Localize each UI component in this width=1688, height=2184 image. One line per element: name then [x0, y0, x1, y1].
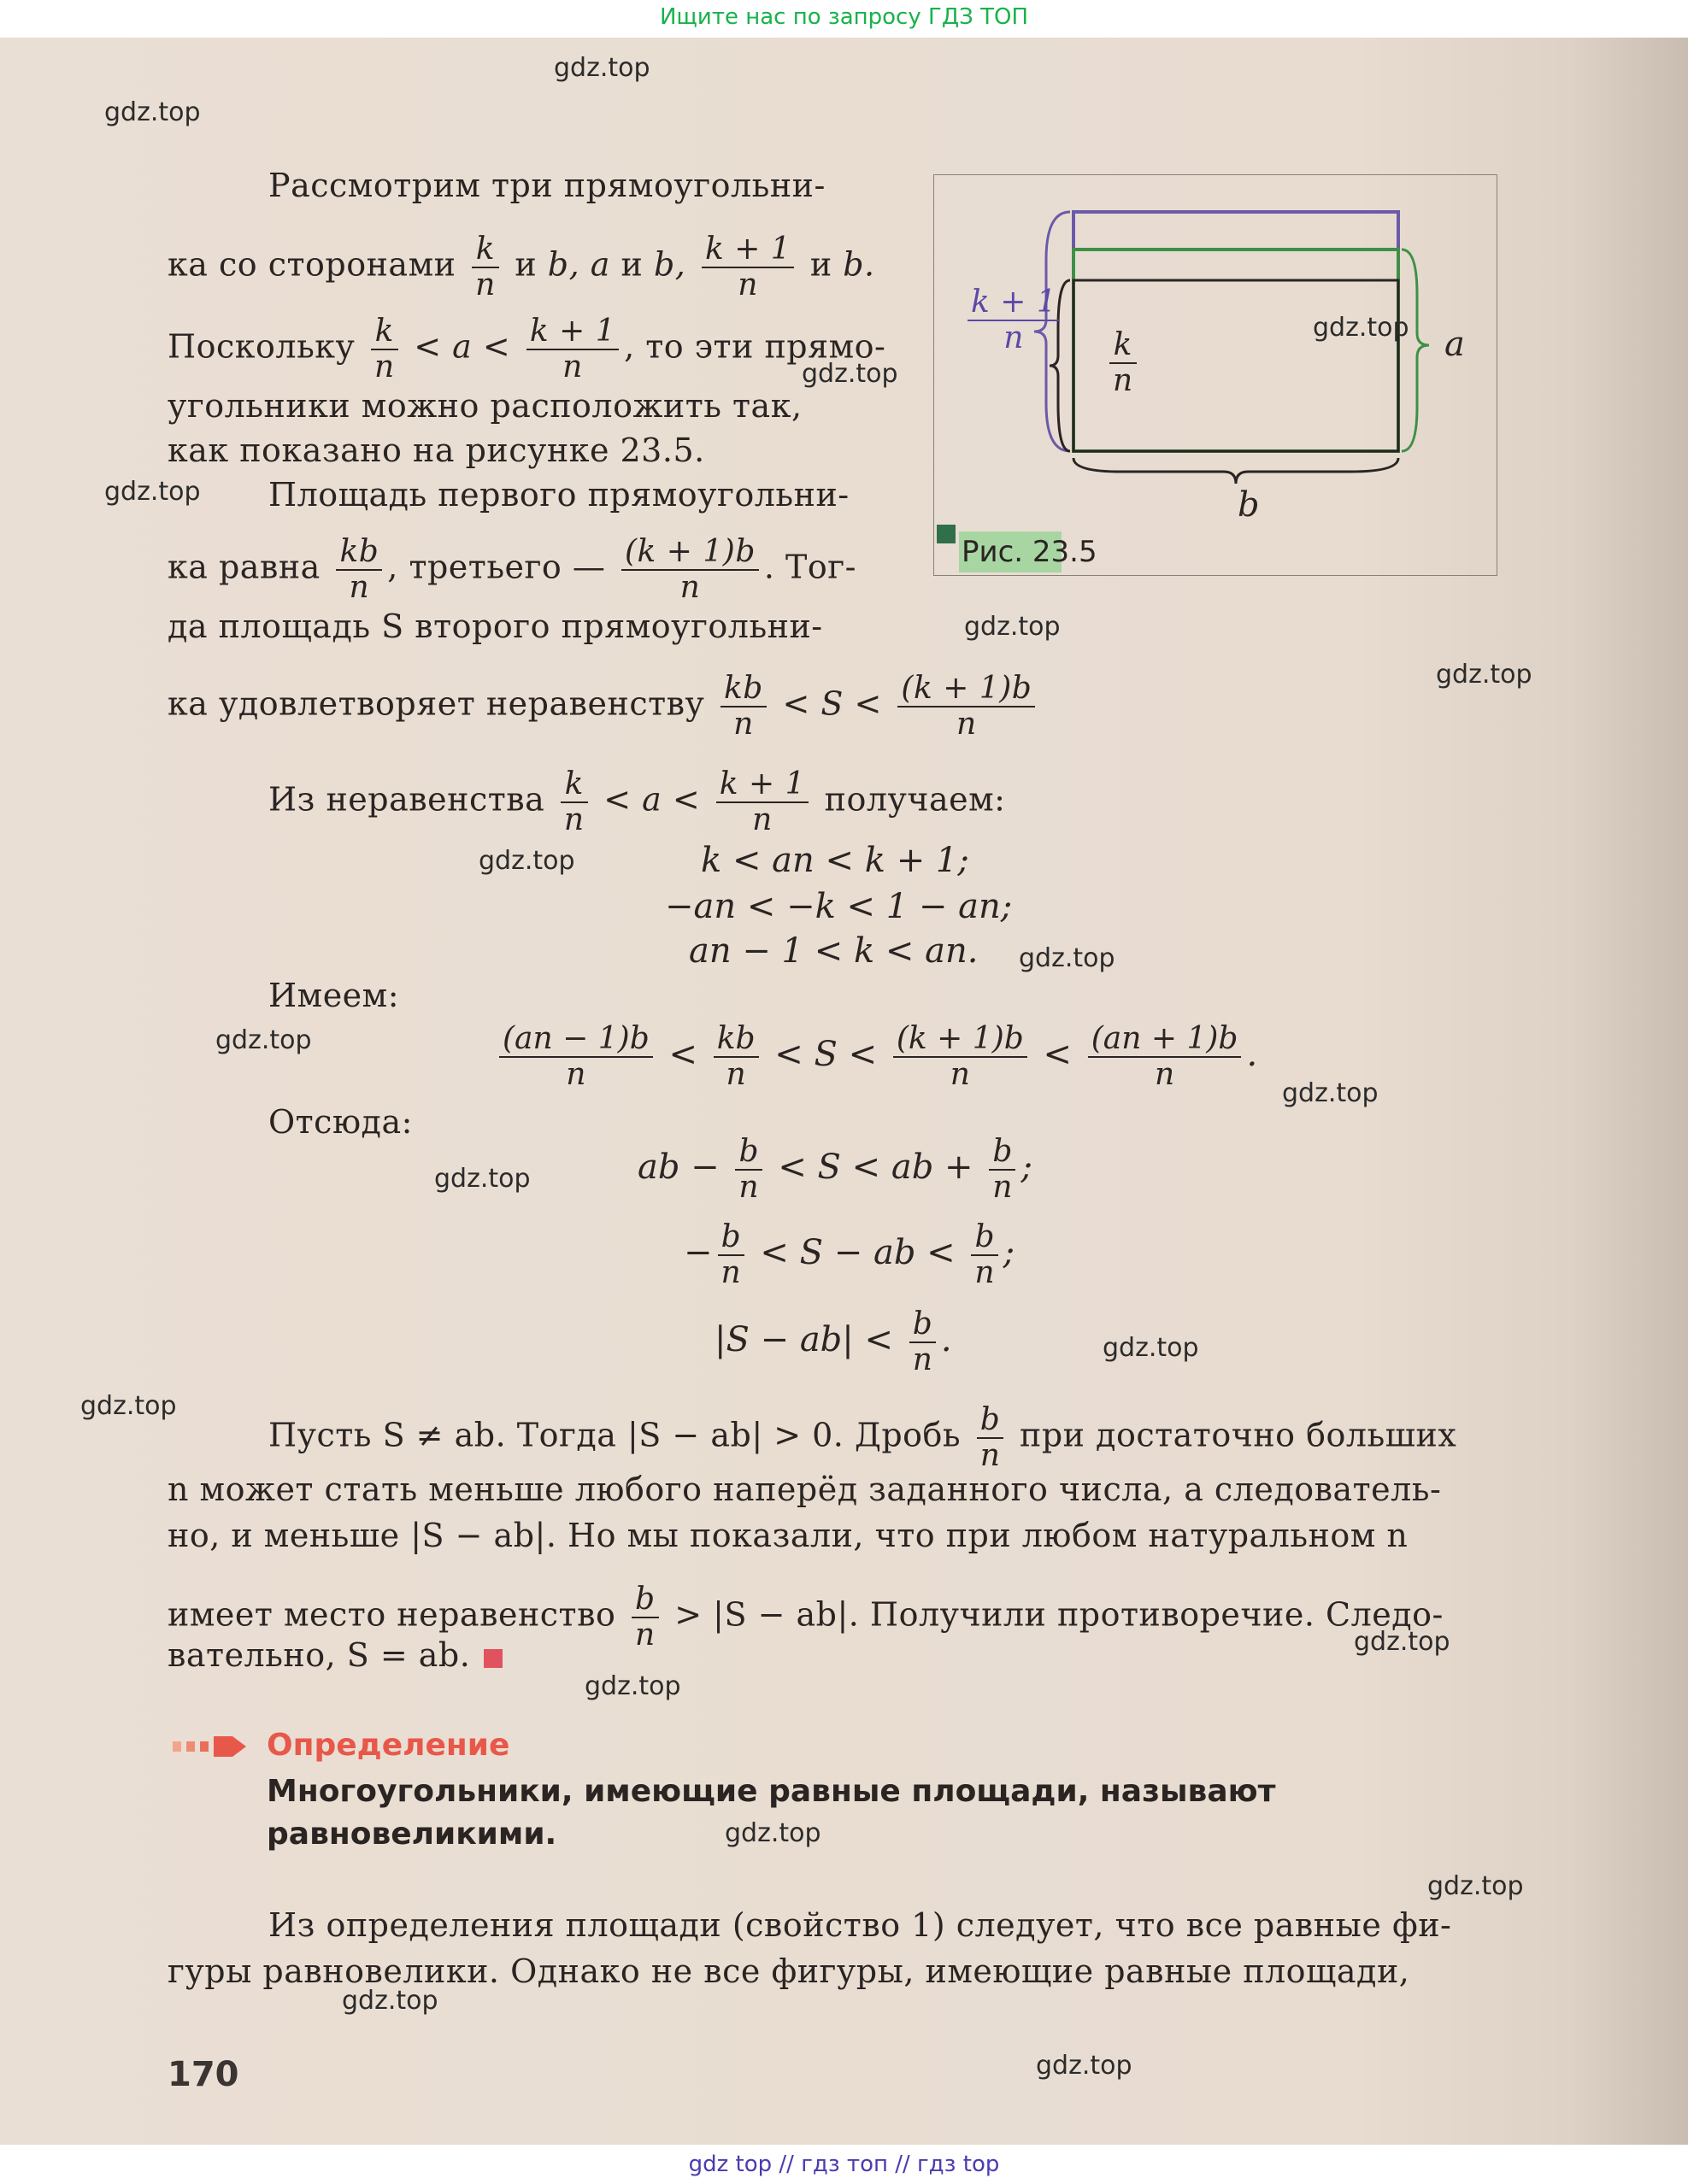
watermark: gdz.top — [215, 1025, 312, 1055]
caption-marker — [937, 525, 956, 543]
eq-line1: k < an < k + 1; — [701, 841, 969, 880]
p3-line1: Из неравенства $\frac{k}{n}$ < a < $\frac{k + 1}{n}$ получаем: — [268, 766, 1006, 837]
watermark: gdz.top — [80, 1391, 177, 1421]
watermark: gdz.top — [479, 846, 575, 876]
fig-label-k: $\frac{k}{n}$ — [1104, 328, 1142, 398]
p1-line3: Поскольку $\frac{k}{n}$ < a < $\frac{k + 1}{n}$ , то эти прямо- — [168, 314, 886, 385]
watermark: gdz.top — [104, 97, 201, 127]
watermark: gdz.top — [1436, 660, 1532, 690]
top-banner — [0, 0, 1688, 38]
watermark: gdz.top — [1313, 313, 1409, 343]
watermark: gdz.top — [342, 1986, 438, 2016]
eq-main-chain: $\frac{(an - 1)b}{n}$ < $\frac{kb}{n}$ < S < $\frac{(k + 1)b}{n}$ < $\frac{(an + 1)b}{n}$ . — [494, 1022, 1257, 1092]
figure-frame — [933, 174, 1497, 576]
p6-line2: n может стать меньше любого наперёд заданного числа, а следователь- — [168, 1471, 1442, 1508]
definition-text: Многоугольники, имеющие равные площади, называют равновеликими. — [267, 1774, 1276, 1852]
eq-line2: −an < −k < 1 − an; — [665, 887, 1013, 926]
watermark: gdz.top — [964, 612, 1061, 642]
eq-line3: an − 1 < k < an. — [689, 931, 979, 971]
fig-label-k1: $\frac{k + 1}{n}$ — [962, 285, 1065, 355]
watermark: gdz.top — [1427, 1871, 1524, 1901]
p2-line4: ка удовлетворяет неравенству $\frac{kb}{n}$ < S < $\frac{(k + 1)b}{n}$ — [168, 672, 1040, 742]
figure-caption-box — [959, 531, 1097, 572]
bottom-banner-text: gdz top // гдз топ // гдз top — [688, 2152, 1000, 2177]
p1-line4: угольники можно расположить так, — [168, 387, 803, 425]
p2-line1: Площадь первого прямоугольни- — [268, 476, 850, 514]
p4-have: Имеем: — [268, 977, 400, 1014]
eq-s-bounds: ab − $\frac{b}{n}$ < S < ab + $\frac{b}{n}$ ; — [638, 1134, 1032, 1205]
definition-title: Определение — [267, 1728, 510, 1763]
page-number: 170 — [168, 2055, 239, 2094]
watermark: gdz.top — [554, 53, 650, 83]
watermark: gdz.top — [434, 1164, 531, 1194]
bottom-banner — [0, 2145, 1688, 2184]
watermark: gdz.top — [1019, 943, 1115, 973]
p6-line5: вательно, S = ab. — [168, 1635, 503, 1675]
brace-a — [1402, 250, 1429, 451]
p1-line5: как показано на рисунке 23.5. — [168, 432, 705, 469]
watermark: gdz.top — [802, 359, 898, 389]
p1-line2: ка со сторонами $\frac{k}{n}$ и b, a и b, $\frac{k + 1}{n}$ и b. — [168, 232, 875, 302]
brace-b — [1073, 458, 1398, 484]
top-banner-text: Ищите нас по запросу ГДЗ ТОП — [659, 4, 1029, 30]
fig-label-b: b — [1238, 485, 1261, 525]
eq-diff-bounds: − $\frac{b}{n}$ < S − ab < $\frac{b}{n}$ ; — [684, 1219, 1015, 1290]
p1-line1: Рассмотрим три прямоугольни- — [268, 167, 826, 204]
watermark: gdz.top — [585, 1671, 681, 1701]
watermark: gdz.top — [1282, 1078, 1379, 1108]
p7-line2: гуры равновелики. Однако не все фигуры, имеющие равные площади, — [168, 1952, 1410, 1990]
figure-rectangles — [933, 174, 1497, 576]
watermark: gdz.top — [1103, 1333, 1199, 1363]
p6-line3: но, и меньше |S − ab|. Но мы показали, что при любом натуральном n — [168, 1517, 1409, 1554]
qed-marker — [484, 1649, 503, 1668]
p6-line1: Пусть S ≠ ab. Тогда |S − ab| > 0. Дробь $\frac{b}{n}$ при достаточно больших — [268, 1402, 1457, 1473]
p5-hence: Отсюда: — [268, 1103, 413, 1141]
p2-line3: да площадь S второго прямоугольни- — [168, 608, 823, 645]
p2-line2: ка равна $\frac{kb}{n}$ , третьего — $\frac{(k + 1)b}{n}$ . Тог- — [168, 534, 856, 605]
watermark: gdz.top — [725, 1818, 821, 1848]
definition-arrow-icon — [173, 1729, 250, 1764]
figure-caption: Рис. 23.5 — [962, 535, 1097, 569]
eq-abs-bound: |S − ab| < $\frac{b}{n}$ . — [715, 1306, 952, 1377]
p7-line1: Из определения площади (свойство 1) следует, что все равные фи- — [268, 1906, 1452, 1944]
watermark: gdz.top — [1354, 1627, 1450, 1657]
fig-label-a: a — [1444, 325, 1466, 364]
p6-line4: имеет место неравенство $\frac{b}{n}$ > |S − ab|. Получили противоречие. Следо- — [168, 1582, 1444, 1653]
watermark: gdz.top — [104, 477, 201, 507]
watermark: gdz.top — [1036, 2051, 1132, 2081]
